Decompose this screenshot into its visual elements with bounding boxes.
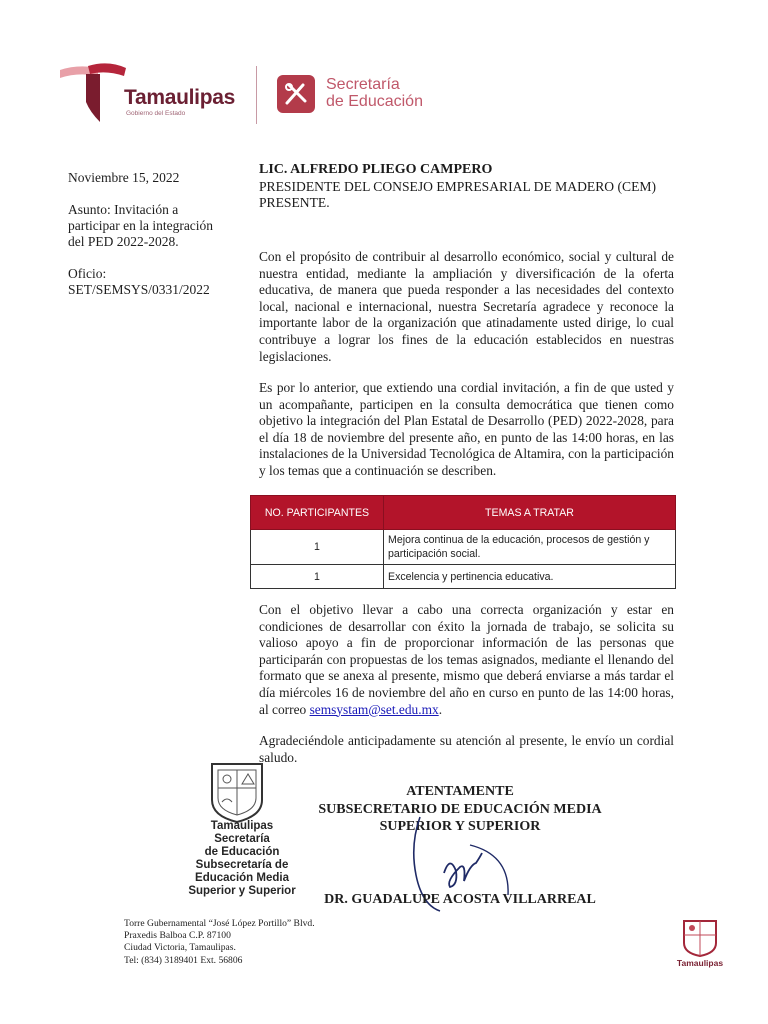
secretaria-line-2: de Educación (326, 93, 423, 110)
secretaria-name (326, 76, 423, 110)
recipient-name: LIC. ALFREDO PLIEGO CAMPERO (259, 162, 493, 177)
table-header-row (251, 496, 676, 530)
stamp-line: de Educación (204, 846, 280, 858)
header-divider (256, 66, 257, 124)
office-number: SET/SEMSYS/0331/2022 (68, 282, 210, 297)
participants-cell: 1 (251, 565, 384, 589)
table-row (251, 565, 676, 589)
brand-subtitle: Gobierno del Estado (126, 110, 186, 117)
topics-table (250, 495, 676, 589)
address-line: Ciudad Victoria, Tamaulipas. (124, 942, 236, 954)
signature-title-line-1: SUBSECRETARIO DE EDUCACIÓN MEDIA (318, 802, 602, 817)
body-paragraph-4: Agradeciéndole anticipadamente su atención al presente, le envío un cordial saludo. (259, 733, 674, 765)
official-stamp (182, 820, 302, 898)
email-suffix: . (438, 701, 443, 717)
state-coat-of-arms-icon (204, 758, 270, 824)
topic-cell: Mejora continua de la educación, procesos de gestión y participación social. (384, 530, 676, 565)
header-participants: NO. PARTICIPANTES (251, 496, 384, 530)
secretaria-line-1: Secretaría (326, 76, 400, 93)
footer-address (124, 918, 315, 967)
letter-date: Noviembre 15, 2022 (68, 170, 180, 185)
email-link[interactable]: semsystam@set.edu.mx (309, 701, 439, 717)
office-reference (68, 266, 238, 298)
paragraph-3-text: Con el objetivo llevar a cabo una correcta organización y estar en condiciones de desarrollar con éxito la jornada de trabajo, se solicita su valioso apoyo a fin de proporcionar información de las personas que participarán con propuestas de los temas asignados, mediante el llenando del formato que se anexa al presente, mismo que deberá enviarse a más tardar el día miércoles 16 de noviembre del año en curso en punto de las 14:00 horas, al correo (259, 602, 674, 717)
stamp-line: Secretaría (214, 833, 270, 845)
address-line: Praxedis Balboa C.P. 87100 (124, 930, 231, 942)
stamp-line: Superior y Superior (188, 885, 296, 897)
brand-name: Tamaulipas (124, 86, 235, 109)
stamp-line: Subsecretaría de (195, 859, 289, 871)
office-label: Oficio: (68, 266, 107, 281)
stamp-line: Educación Media (195, 872, 289, 884)
signature-closing: ATENTAMENTE (406, 784, 514, 799)
letter-subject: Asunto: Invitación a participar en la integración del PED 2022-2028. (68, 202, 214, 249)
body-paragraph-2: Es por lo anterior, que extiendo una cordial invitación, a fin de que usted y un acompañante, participen en la consulta democrática que tienen como objetivo la integración del Plan Estatal de Desarrollo (PED) 2022-2028, para el día 18 de noviembre del presente año, en punto de las 14:00 horas, en las instalaciones de la Universidad Tecnológica de Altamira, con la participación y los temas que a continuación se describen. (259, 380, 674, 478)
recipient-greeting: PRESENTE. (259, 195, 330, 210)
signature-title-line-2: SUPERIOR Y SUPERIOR (379, 819, 541, 834)
address-line: Torre Gubernamental “José López Portillo” Blvd. (124, 918, 315, 929)
header-topics: TEMAS A TRATAR (384, 496, 676, 530)
tamaulipas-logo-icon (58, 62, 128, 124)
recipient-block (259, 162, 679, 212)
signer-name: DR. GUADALUPE ACOSTA VILLARREAL (324, 892, 596, 907)
recipient-role: PRESIDENTE DEL CONSEJO EMPRESARIAL DE MADERO (CEM) (259, 178, 656, 194)
education-pencil-icon (277, 75, 315, 113)
participants-cell: 1 (251, 530, 384, 565)
table-row (251, 530, 676, 565)
topic-cell: Excelencia y pertinencia educativa. (384, 565, 676, 589)
footer-brand: Tamaulipas (676, 958, 724, 968)
address-line: Tel: (834) 3189401 Ext. 56806 (124, 954, 243, 966)
footer-coat-of-arms-icon (678, 917, 722, 957)
body-paragraph-1: Con el propósito de contribuir al desarrollo económico, social y cultural de nuestra entidad, mediante la ampliación y diversificación de la oferta educativa, de manera que pueda responder a las necesidades del contexto local, nacional e internacional, nuestra Secretaría agradece y reconoce la importante labor de la organización que atinadamente usted dirige, lo cual contribuye a lograr los fines de la educación establecidos en nuestras legislaciones. (259, 249, 674, 364)
stamp-line: Tamaulipas (210, 820, 274, 832)
body-paragraph-3 (259, 602, 674, 718)
